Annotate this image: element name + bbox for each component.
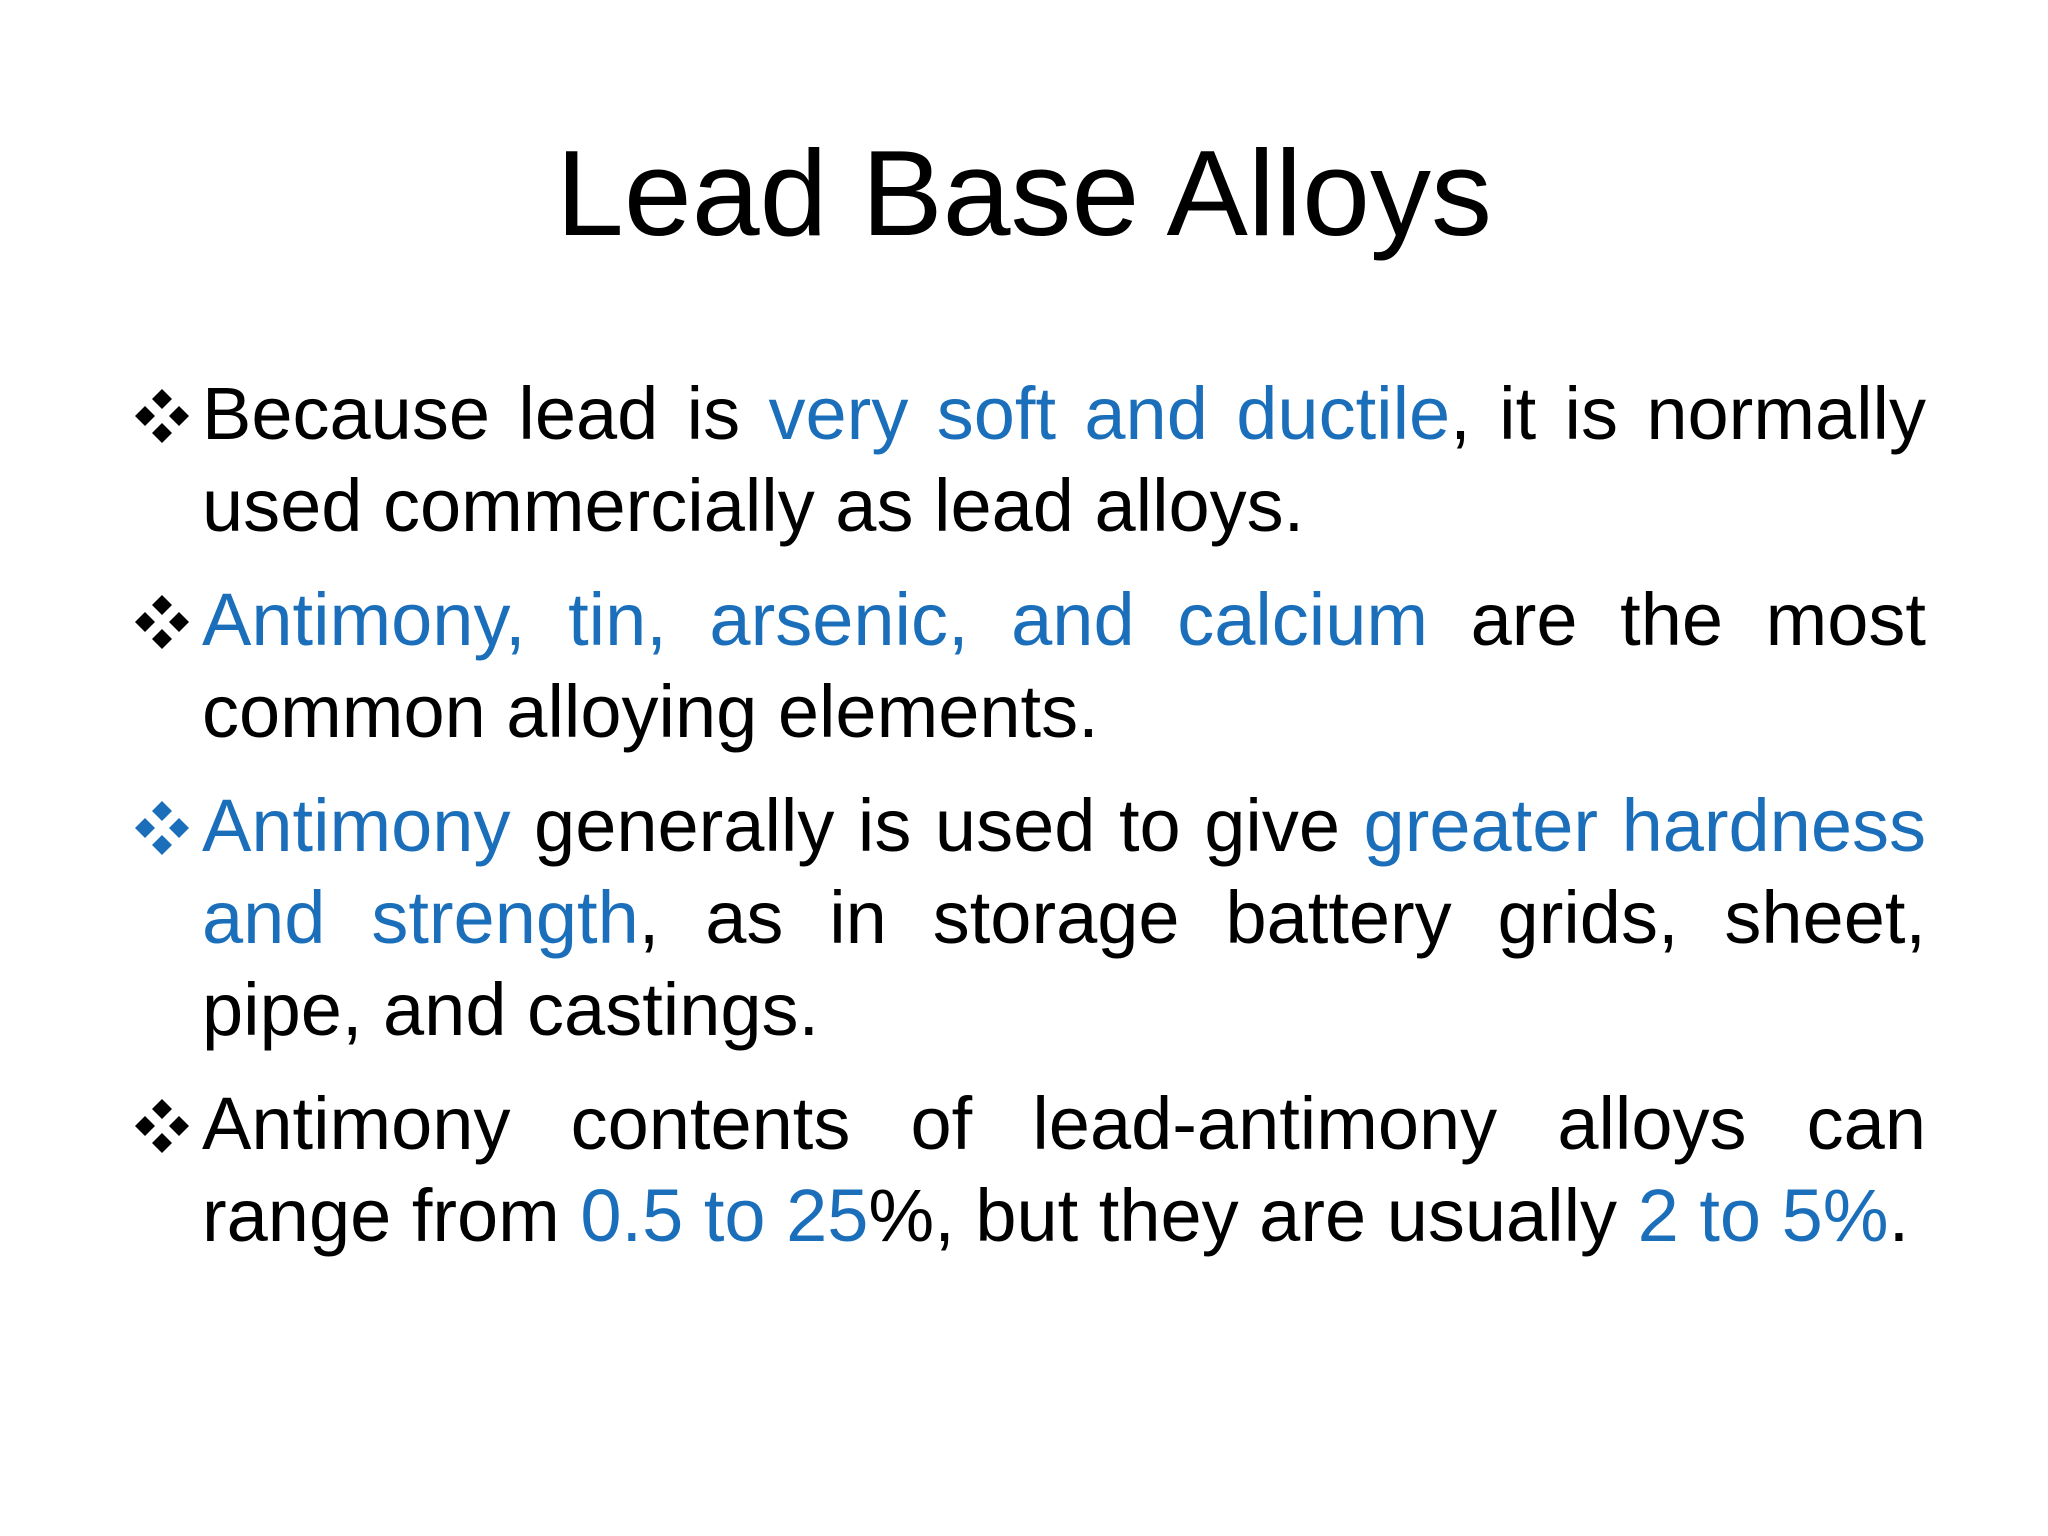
highlighted-text: greater hardness and strength	[202, 784, 1926, 959]
four-diamond-bullet-icon	[134, 594, 190, 650]
bullet-item-2	[134, 574, 1926, 758]
body-text: Because lead is	[202, 372, 769, 455]
bullet-item-4	[134, 1078, 1926, 1262]
four-diamond-bullet-icon	[134, 800, 190, 856]
bullet-text	[202, 578, 1926, 753]
bullet-list	[134, 368, 1926, 1284]
bullet-text	[202, 372, 1926, 547]
highlighted-text: 0.5 to 25	[580, 1174, 869, 1257]
body-text: are the most common alloying elements.	[202, 578, 1926, 753]
highlighted-text: Antimony	[202, 784, 511, 867]
four-diamond-bullet-icon	[134, 388, 190, 444]
bullet-text	[202, 1082, 1926, 1257]
four-diamond-bullet-icon	[134, 1098, 190, 1154]
bullet-text	[202, 784, 1926, 1051]
slide-title: Lead Base Alloys	[556, 125, 1492, 261]
highlighted-text: very soft and ductile	[768, 372, 1451, 455]
body-text: , it is normally used commercially as lead alloys.	[202, 372, 1926, 547]
body-text: , as in storage battery grids, sheet, pipe, and castings.	[202, 876, 1926, 1051]
highlighted-text: 2 to 5%	[1637, 1174, 1889, 1257]
bullet-item-1	[134, 368, 1926, 552]
body-text: .	[1888, 1174, 1910, 1257]
highlighted-text: Antimony, tin, arsenic, and calcium	[202, 578, 1429, 661]
bullet-item-3	[134, 780, 1926, 1056]
body-text: Antimony contents of lead-antimony alloys can range from	[202, 1082, 1926, 1257]
body-text: %, but they are usually	[868, 1174, 1638, 1257]
body-text: generally is used to give	[510, 784, 1364, 867]
